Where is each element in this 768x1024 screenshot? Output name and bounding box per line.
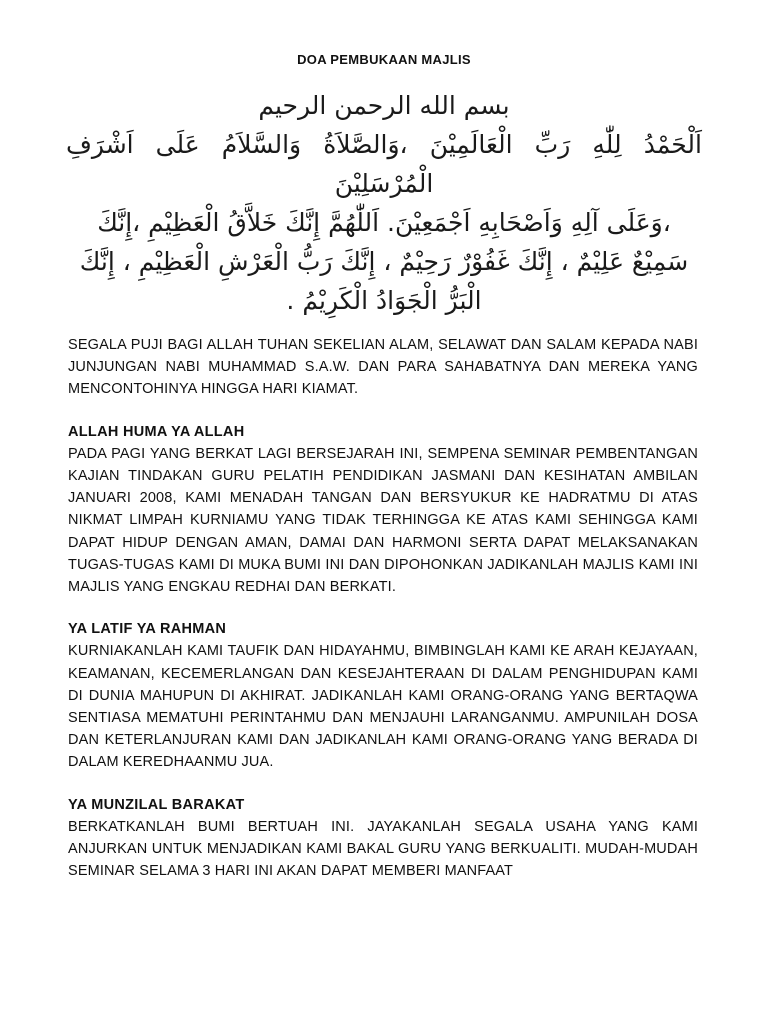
arabic-line-basmalah: بسم الله الرحمن الرحيم — [258, 91, 510, 120]
section-paragraph: PADA PAGI YANG BERKAT LAGI BERSEJARAH INI, SEMPENA SEMINAR PEMBENTANGAN KAJIAN TINDAKAN GURU PELATIH PENDIDIKAN JASMANI DAN KESIHATAN AMBILAN JANUARI 2008, KAMI MENADAH TANGAN DAN BERSYUKUR KE HADRATMU DI ATAS NIKMAT LIMPAH KURNIAMU YANG TIDAK TERHINGGA KE ATAS KAMI SEHINGGA KAMI DAPAT HIDUP DENGAN AMAN, DAMAI DAN HARMONI SERTA DAPAT MELAKSANAKAN TUGAS-TUGAS KAMI DI MUKA BUMI INI DAN DIPOHONKAN JADIKANLAH MAJLIS KAMI INI MAJLIS YANG ENGKAU REDHAI DAN BERKATI. — [68, 445, 698, 596]
section-ya-munzilal — [68, 794, 698, 883]
section-allah-huma — [68, 421, 698, 599]
section-ya-latif — [68, 618, 698, 773]
section-heading: YA MUNZILAL BARAKAT — [68, 796, 245, 813]
arabic-line: ،وَعَلَى آلِهِ وَاَصْحَابِهِ اَجْمَعِيْنَ. اَللّٰهُمَّ إِنَّكَ خَلاَّقُ الْعَظِيْمِ ،إِنَّكَ — [97, 208, 671, 237]
document-body — [68, 334, 698, 902]
section-paragraph: KURNIAKANLAH KAMI TAUFIK DAN HIDAYAHMU, BIMBINGLAH KAMI KE ARAH KEJAYAAN, KEAMANAN, KECEMERLANGAN DAN KESEJAHTERAAN DI DALAM PENGHIDUPAN KAMI DI DUNIA MAHUPUN DI AKHIRAT. JADIKANLAH KAMI ORANG-ORANG YANG BERTAQWA SENTIASA MEMATUHI PERINTAHMU DAN MENJAUHI LARANGANMU. AMPUNILAH DOSA DAN KETERLANJURAN KAMI DAN JADIKANLAH KAMI ORANG-ORANG YANG BERADA DI DALAM KEREDHAANMU JUA. — [68, 643, 698, 771]
arabic-line: الْبَرُّ الْجَوَادُ الْكَرِيْمُ . — [286, 286, 482, 315]
arabic-line: اَلْحَمْدُ لِلّٰهِ رَبِّ الْعَالَمِيْنَ ،وَالصَّلاَةُ وَالسَّلاَمُ عَلَى اَشْرَفِ الْمُرْسَلِيْنَ — [66, 130, 702, 198]
arabic-line: سَمِيْعٌ عَلِيْمٌ ، إِنَّكَ غَفُوْرٌ رَحِيْمٌ ، إِنَّكَ رَبُّ الْعَرْشِ الْعَظِيْمِ ، إِنَّكَ — [79, 247, 689, 276]
section-heading: YA LATIF YA RAHMAN — [68, 621, 227, 638]
page-title: DOA PEMBUKAAN MAJLIS — [297, 52, 471, 67]
intro-paragraph: SEGALA PUJI BAGI ALLAH TUHAN SEKELIAN ALAM, SELAWAT DAN SALAM KEPADA NABI JUNJUNGAN NABI MUHAMMAD S.A.W. DAN PARA SAHABATNYA DAN MEREKA YANG MENCONTOHINYA HINGGA HARI KIAMAT. — [68, 337, 698, 398]
section-heading: ALLAH HUMA YA ALLAH — [68, 423, 245, 440]
arabic-prayer — [66, 86, 702, 320]
section-paragraph: BERKATKANLAH BUMI BERTUAH INI. JAYAKANLAH SEGALA USAHA YANG KAMI ANJURKAN UNTUK MENJADIKAN KAMI BAKAL GURU YANG BERKUALITI. MUDAH-MUDAH SEMINAR SELAMA 3 HARI INI AKAN DAPAT MEMBERI MANFAAT — [68, 818, 698, 880]
